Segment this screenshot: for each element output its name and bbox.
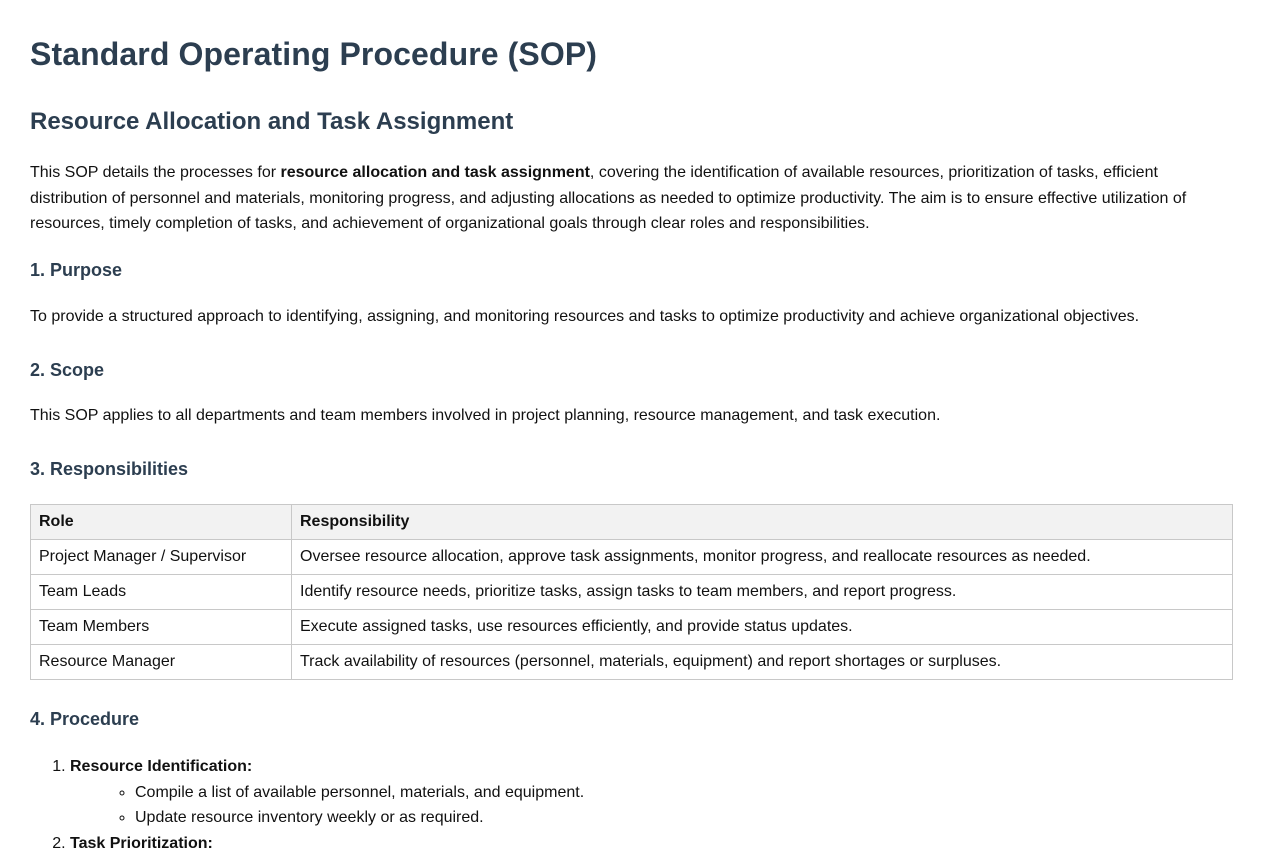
- list-item: ◦ Update resource inventory weekly or as required.: [135, 805, 584, 831]
- table-row: [31, 645, 1233, 680]
- role-cell: Team Leads: [31, 575, 292, 610]
- page-title: Standard Operating Procedure (SOP): [30, 36, 597, 73]
- responsibility-cell: Identify resource needs, prioritize tasks, assign tasks to team members, and report progress.: [292, 575, 1233, 610]
- procedure-steps-list: [30, 754, 584, 856]
- column-header-responsibility: Responsibility: [292, 505, 1233, 540]
- intro-text-after: , covering the identification of available resources, prioritization of tasks, efficient distribution of personnel and materials, monitoring progress, and adjusting allocations as needed to optimize productivity. The aim is to ensure effective utilization of resources, timely completion of tasks, and achievement of organizational goals through clear roles and responsibilities.: [30, 164, 1186, 232]
- role-cell: Resource Manager: [31, 645, 292, 680]
- procedure-heading: 4. Procedure: [30, 709, 139, 730]
- procedure-step: [70, 754, 584, 831]
- intro-text-bold: resource allocation and task assignment: [280, 164, 589, 181]
- table-header-row: [31, 505, 1233, 540]
- responsibilities-table: [30, 504, 1233, 680]
- responsibility-cell: Oversee resource allocation, approve task assignments, monitor progress, and reallocate resources as needed.: [292, 540, 1233, 575]
- procedure-substeps-list: [70, 780, 584, 831]
- document-subtitle: Resource Allocation and Task Assignment: [30, 108, 513, 136]
- table-row: [31, 575, 1233, 610]
- responsibility-cell: Track availability of resources (personnel, materials, equipment) and report shortages or surpluses.: [292, 645, 1233, 680]
- procedure-step-title: Resource Identification:: [70, 758, 252, 775]
- responsibilities-heading: 3. Responsibilities: [30, 459, 188, 480]
- list-item: ◦ Compile a list of available personnel, materials, and equipment.: [135, 780, 584, 806]
- purpose-text: To provide a structured approach to identifying, assigning, and monitoring resources and tasks to optimize productivity and achieve organizational objectives.: [30, 307, 1139, 327]
- table-row: [31, 540, 1233, 575]
- intro-text-before: This SOP details the processes for: [30, 164, 280, 181]
- table-row: [31, 610, 1233, 645]
- role-cell: Team Members: [31, 610, 292, 645]
- procedure-step: [70, 831, 584, 856]
- procedure-step-title: Task Prioritization:: [70, 835, 213, 852]
- purpose-heading: 1. Purpose: [30, 260, 122, 281]
- intro-paragraph: [30, 160, 1220, 237]
- role-cell: Project Manager / Supervisor: [31, 540, 292, 575]
- responsibility-cell: Execute assigned tasks, use resources efficiently, and provide status updates.: [292, 610, 1233, 645]
- scope-heading: 2. Scope: [30, 360, 104, 381]
- column-header-role: Role: [31, 505, 292, 540]
- scope-text: This SOP applies to all departments and team members involved in project planning, resource management, and task execution.: [30, 406, 940, 426]
